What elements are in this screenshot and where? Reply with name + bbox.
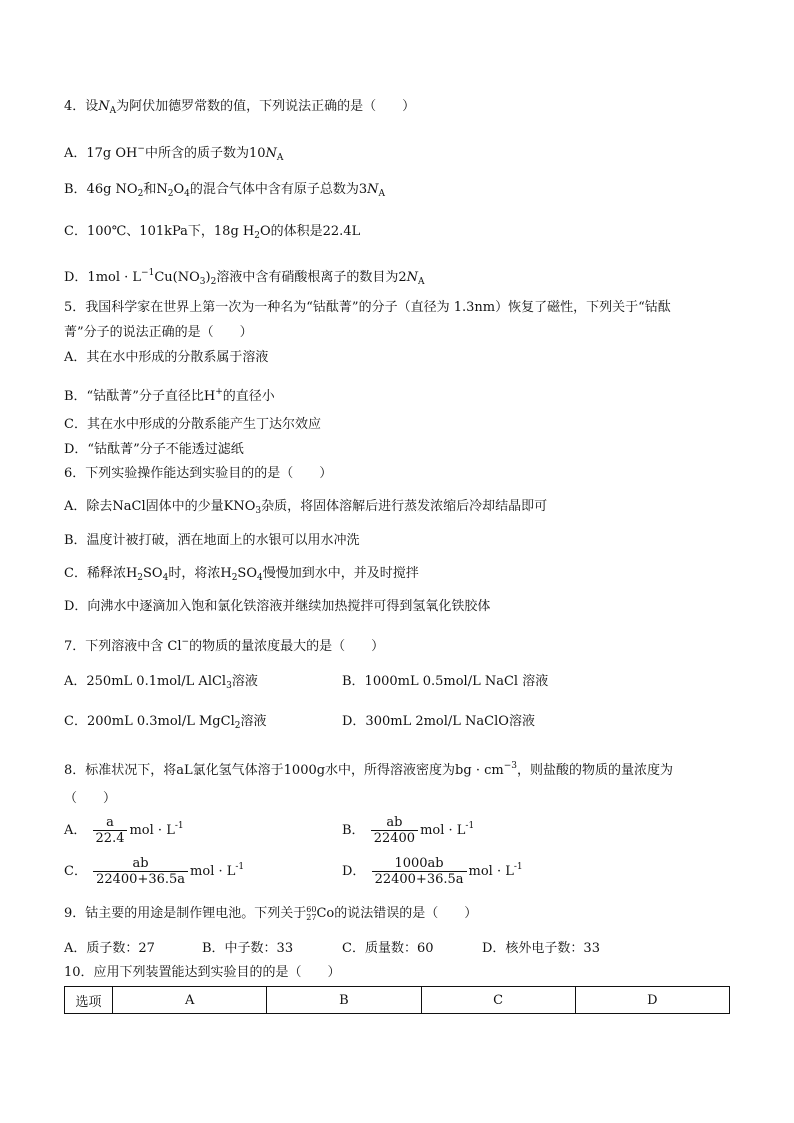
- q6-a-prefix: A．除去NaCl固体中的少量KNO: [64, 499, 256, 514]
- q8-c-num: ab: [93, 856, 188, 872]
- q4-b-text: 的混合气体中含有原子总数为3: [189, 182, 368, 197]
- q4-stem: [64, 98, 415, 120]
- q8-c-unit: mol · L: [190, 864, 236, 879]
- q8-a-unit: mol · L: [129, 823, 175, 838]
- q7-a-text: 溶液: [231, 674, 258, 689]
- q6-c-sub2: 4: [162, 573, 169, 583]
- q8-d-sup: -1: [513, 862, 523, 872]
- q4-stem-text: 4．设: [64, 99, 99, 114]
- q9-option-c: C．质量数：60: [342, 941, 434, 956]
- q7-c-prefix: C．200mL 0.3mol/L MgCl: [64, 714, 235, 729]
- q5-stem-line1: 5．我国科学家在世界上第一次为一种名为“钴酞菁”的分子（直径为 1.3nm）恢复了磁性，下列关于“钴酞: [64, 300, 671, 315]
- q8-option-a: [64, 815, 184, 846]
- q8-stem-sup: −3: [503, 761, 517, 771]
- q7-option-d: D．300mL 2mol/L NaClO溶液: [342, 714, 535, 729]
- q5-b-prefix: B．“钴酞菁”分子直径比H: [64, 389, 216, 404]
- q8-b-unit: mol · L: [420, 823, 466, 838]
- q7-option-a: [64, 673, 258, 695]
- q8-b-num: ab: [371, 815, 418, 831]
- q4-d-na: N: [406, 270, 418, 285]
- q8-stem-text: ，则盐酸的物质的量浓度为: [517, 763, 674, 778]
- q7-stem: [64, 633, 384, 656]
- q4-d-na-sub: A: [417, 277, 425, 287]
- q6-stem: 6．下列实验操作能达到实验目的的是（ ）: [64, 466, 333, 481]
- q8-a-num: a: [93, 815, 128, 831]
- avogadro-symbol: N: [98, 99, 110, 114]
- q4-d-sub2: 2: [210, 277, 217, 287]
- table-header-d: D: [575, 987, 729, 1014]
- q4-option-a: [64, 140, 283, 167]
- q7-option-c: [64, 713, 266, 735]
- q4-b-sub3: 4: [184, 189, 190, 199]
- q7-a-prefix: A．250mL 0.1mol/L AlCl: [64, 674, 227, 689]
- q4-c-prefix: C．100℃、101kPa下，18g H: [64, 224, 255, 239]
- q7-c-sub: 2: [234, 721, 241, 731]
- q4-a-prefix: A．17g OH: [64, 146, 138, 161]
- q6-c-mid: SO: [143, 566, 163, 581]
- q8-d-num: 1000ab: [372, 856, 467, 872]
- q7-c-text: 溶液: [240, 714, 267, 729]
- q8-a-den: 22.4: [95, 831, 125, 846]
- q4-b-sub1: 2: [137, 189, 144, 199]
- q8-option-c: [64, 856, 244, 887]
- q4-option-d: [64, 264, 424, 291]
- nuclide-numbers: [306, 906, 316, 922]
- q9-stem-prefix: 9．钴主要的用途是制作锂电池。下列关于: [64, 906, 307, 921]
- atomic-number: 27: [306, 912, 317, 922]
- q6-option-b: B．温度计被打破，洒在地面上的水银可以用水冲洗: [64, 533, 360, 548]
- q8-a-sup: -1: [174, 821, 184, 831]
- q8-a-fraction: [93, 815, 128, 846]
- q5-stem-line2: 菁”分子的说法正确的是（ ）: [64, 325, 253, 340]
- q4-b-prefix: B．46g NO: [64, 182, 138, 197]
- q4-a-na-sub: A: [276, 153, 284, 163]
- q10-options-table: [64, 986, 730, 1014]
- q8-b-fraction: [371, 815, 418, 846]
- q4-c-text: O的体积是22.4L: [259, 224, 361, 239]
- q7-stem-prefix: 7．下列溶液中含 Cl: [64, 639, 182, 654]
- q6-option-c: [64, 565, 419, 587]
- q8-b-label: B．: [342, 823, 365, 838]
- q4-b-mid: 和N: [143, 182, 168, 197]
- q10-stem: 10．应用下列装置能达到实验目的的是（ ）: [64, 965, 341, 980]
- q8-d-unit: mol · L: [468, 864, 514, 879]
- table-header-a: A: [113, 987, 267, 1014]
- q8-b-sup: -1: [465, 821, 475, 831]
- q9-option-d: D．核外电子数：33: [482, 941, 600, 956]
- q4-d-mid2: ): [205, 270, 211, 285]
- table-row: [65, 987, 730, 1014]
- element-symbol: Co: [316, 906, 335, 921]
- q4-option-c: [64, 223, 360, 245]
- q5-option-a: A．其在水中形成的分散系属于溶液: [64, 350, 269, 365]
- q8-d-den: 22400+36.5a: [374, 872, 464, 887]
- q8-c-label: C．: [64, 864, 87, 879]
- q6-option-a: [64, 498, 547, 520]
- q4-a-sup: −: [137, 144, 145, 154]
- q6-c-sub1: 2: [137, 573, 144, 583]
- q4-b-mid2: O: [173, 182, 185, 197]
- q9-option-a: A．质子数：27: [64, 941, 155, 956]
- q8-c-sup: -1: [235, 862, 245, 872]
- q5-b-sup: +: [215, 387, 223, 397]
- q6-c-mid3: SO: [237, 566, 257, 581]
- q4-a-na: N: [265, 146, 277, 161]
- q8-d-label: D．: [342, 864, 366, 879]
- table-header-c: C: [421, 987, 575, 1014]
- q8-c-den: 22400+36.5a: [96, 872, 186, 887]
- q8-stem: [64, 757, 673, 780]
- q5-option-b: [64, 383, 275, 406]
- q8-d-fraction: [372, 856, 467, 887]
- q4-d-sub1: 3: [199, 277, 206, 287]
- q4-option-b: [64, 181, 385, 203]
- q8-option-b: [342, 815, 474, 846]
- q6-a-text: 杂质，将固体溶解后进行蒸发浓缩后冷却结晶即可: [261, 499, 548, 514]
- q9-stem: [64, 905, 477, 923]
- q6-a-sub: 3: [255, 506, 262, 516]
- table-header-option: 选项: [65, 987, 113, 1014]
- q4-d-text: 溶液中含有硝酸根离子的数目为2: [216, 270, 407, 285]
- q8-stem-prefix: 8．标准状况下，将aL氯化氢气体溶于1000g水中，所得溶液密度为bg · cm: [64, 763, 504, 778]
- q5-option-c: C．其在水中形成的分散系能产生丁达尔效应: [64, 417, 321, 432]
- mass-number: 60: [306, 904, 317, 914]
- q4-c-sub1: 2: [254, 231, 260, 241]
- q6-c-sub4: 4: [257, 573, 263, 583]
- q4-stem-text-2: 为阿伏加德罗常数的值，下列说法正确的是（ ）: [116, 99, 416, 114]
- q4-d-sup: −1: [141, 268, 155, 278]
- q8-a-label: A．: [64, 823, 87, 838]
- table-header-b: B: [267, 987, 421, 1014]
- q8-b-den: 22400: [373, 831, 416, 846]
- q4-b-sub2: 2: [167, 189, 174, 199]
- q9-option-b: B．中子数：33: [202, 941, 294, 956]
- q6-option-d: D．向沸水中逐滴加入饱和氯化铁溶液并继续加热搅拌可得到氢氧化铁胶体: [64, 599, 491, 614]
- avogadro-sub: A: [109, 106, 117, 116]
- q4-d-prefix: D．1mol · L: [64, 270, 142, 285]
- q7-stem-sup: −: [181, 637, 190, 647]
- q5-b-text: 的直径小: [222, 389, 275, 404]
- q6-c-text: 慢慢加到水中，并及时搅拌: [262, 566, 419, 581]
- q7-a-sub: 3: [226, 681, 232, 691]
- q7-stem-text: 的物质的量浓度最大的是（ ）: [189, 639, 385, 654]
- q7-option-b: B．1000mL 0.5mol/L NaCl 溶液: [342, 674, 549, 689]
- q8-blank: （ ）: [64, 791, 117, 806]
- q4-b-na: N: [367, 182, 379, 197]
- q6-c-sub3: 2: [231, 573, 238, 583]
- q6-c-prefix: C．稀释浓H: [64, 566, 138, 581]
- q9-stem-text: 的说法错误的是（ ）: [334, 906, 478, 921]
- q5-option-d: D．“钴酞菁”分子不能透过滤纸: [64, 442, 244, 457]
- q4-a-text: 中所含的质子数为10: [144, 146, 266, 161]
- q8-option-d: [342, 856, 523, 887]
- q4-d-mid: Cu(NO: [154, 270, 200, 285]
- q6-c-mid2: 时，将浓H: [168, 566, 232, 581]
- q8-c-fraction: [93, 856, 188, 887]
- q4-b-na-sub: A: [378, 189, 386, 199]
